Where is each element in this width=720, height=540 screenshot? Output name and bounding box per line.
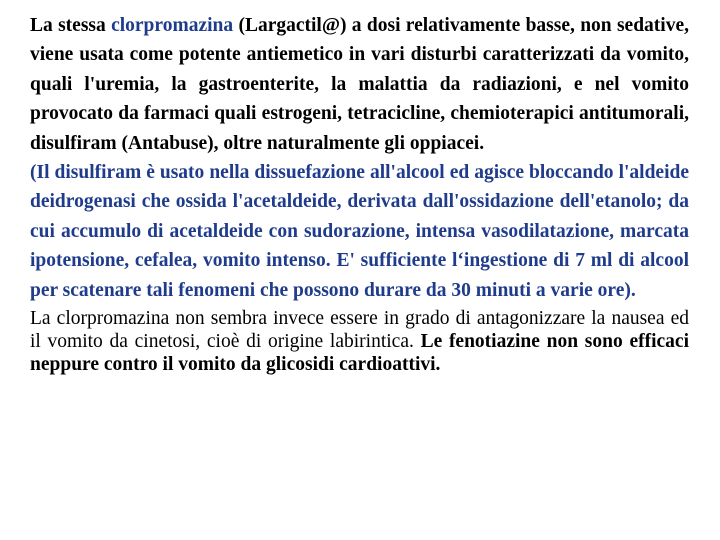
paragraph1-lead: La stessa	[30, 15, 112, 36]
paragraph-disulfiram-note: (Il disulfiram è usato nella dissuefazione all'alcool ed agisce bloccando l'aldeide deidrogenasi che ossida l'acetaldeide, derivata dall'ossidazione dell'etanolo; da cui accumulo di acetaldeide con sudorazione, intensa vasodilatazione, marcata ipotensione, cefalea, vomito intenso. E' sufficiente l‘ingestione di 7 ml di alcool per scatenare tali fenomeni che possono durare da 30 minuti a varie ore).	[30, 162, 689, 301]
paragraph-clorpromazina-antiemetic	[30, 11, 689, 158]
paragraph3-bold: Le fenotiazine non sono efficaci neppure contro il vomito da glicosidi cardioattivi.	[30, 331, 689, 376]
paragraph-cinetosi	[30, 307, 689, 376]
drug-name-clorpromazina: clorpromazina	[111, 15, 234, 36]
slide-text-block	[30, 11, 689, 376]
paragraph1-rest: (Largactil@) a dosi relativamente basse, non sedative, viene usata come potente antiemetico in vari disturbi caratterizzati da vomito, quali l'uremia, la gastroenterite, la malattia da radiazioni, e nel vomito provocato da farmaci quali estrogeni, tetracicline, chemioterapici antitumorali, disulfiram (Antabuse), oltre naturalmente gli oppiacei.	[30, 15, 689, 154]
paragraph3-plain: La clorpromazina non sembra invece essere in grado di antagonizzare la nausea ed il vomito da cinetosi, cioè di origine labirintica.	[30, 308, 689, 353]
